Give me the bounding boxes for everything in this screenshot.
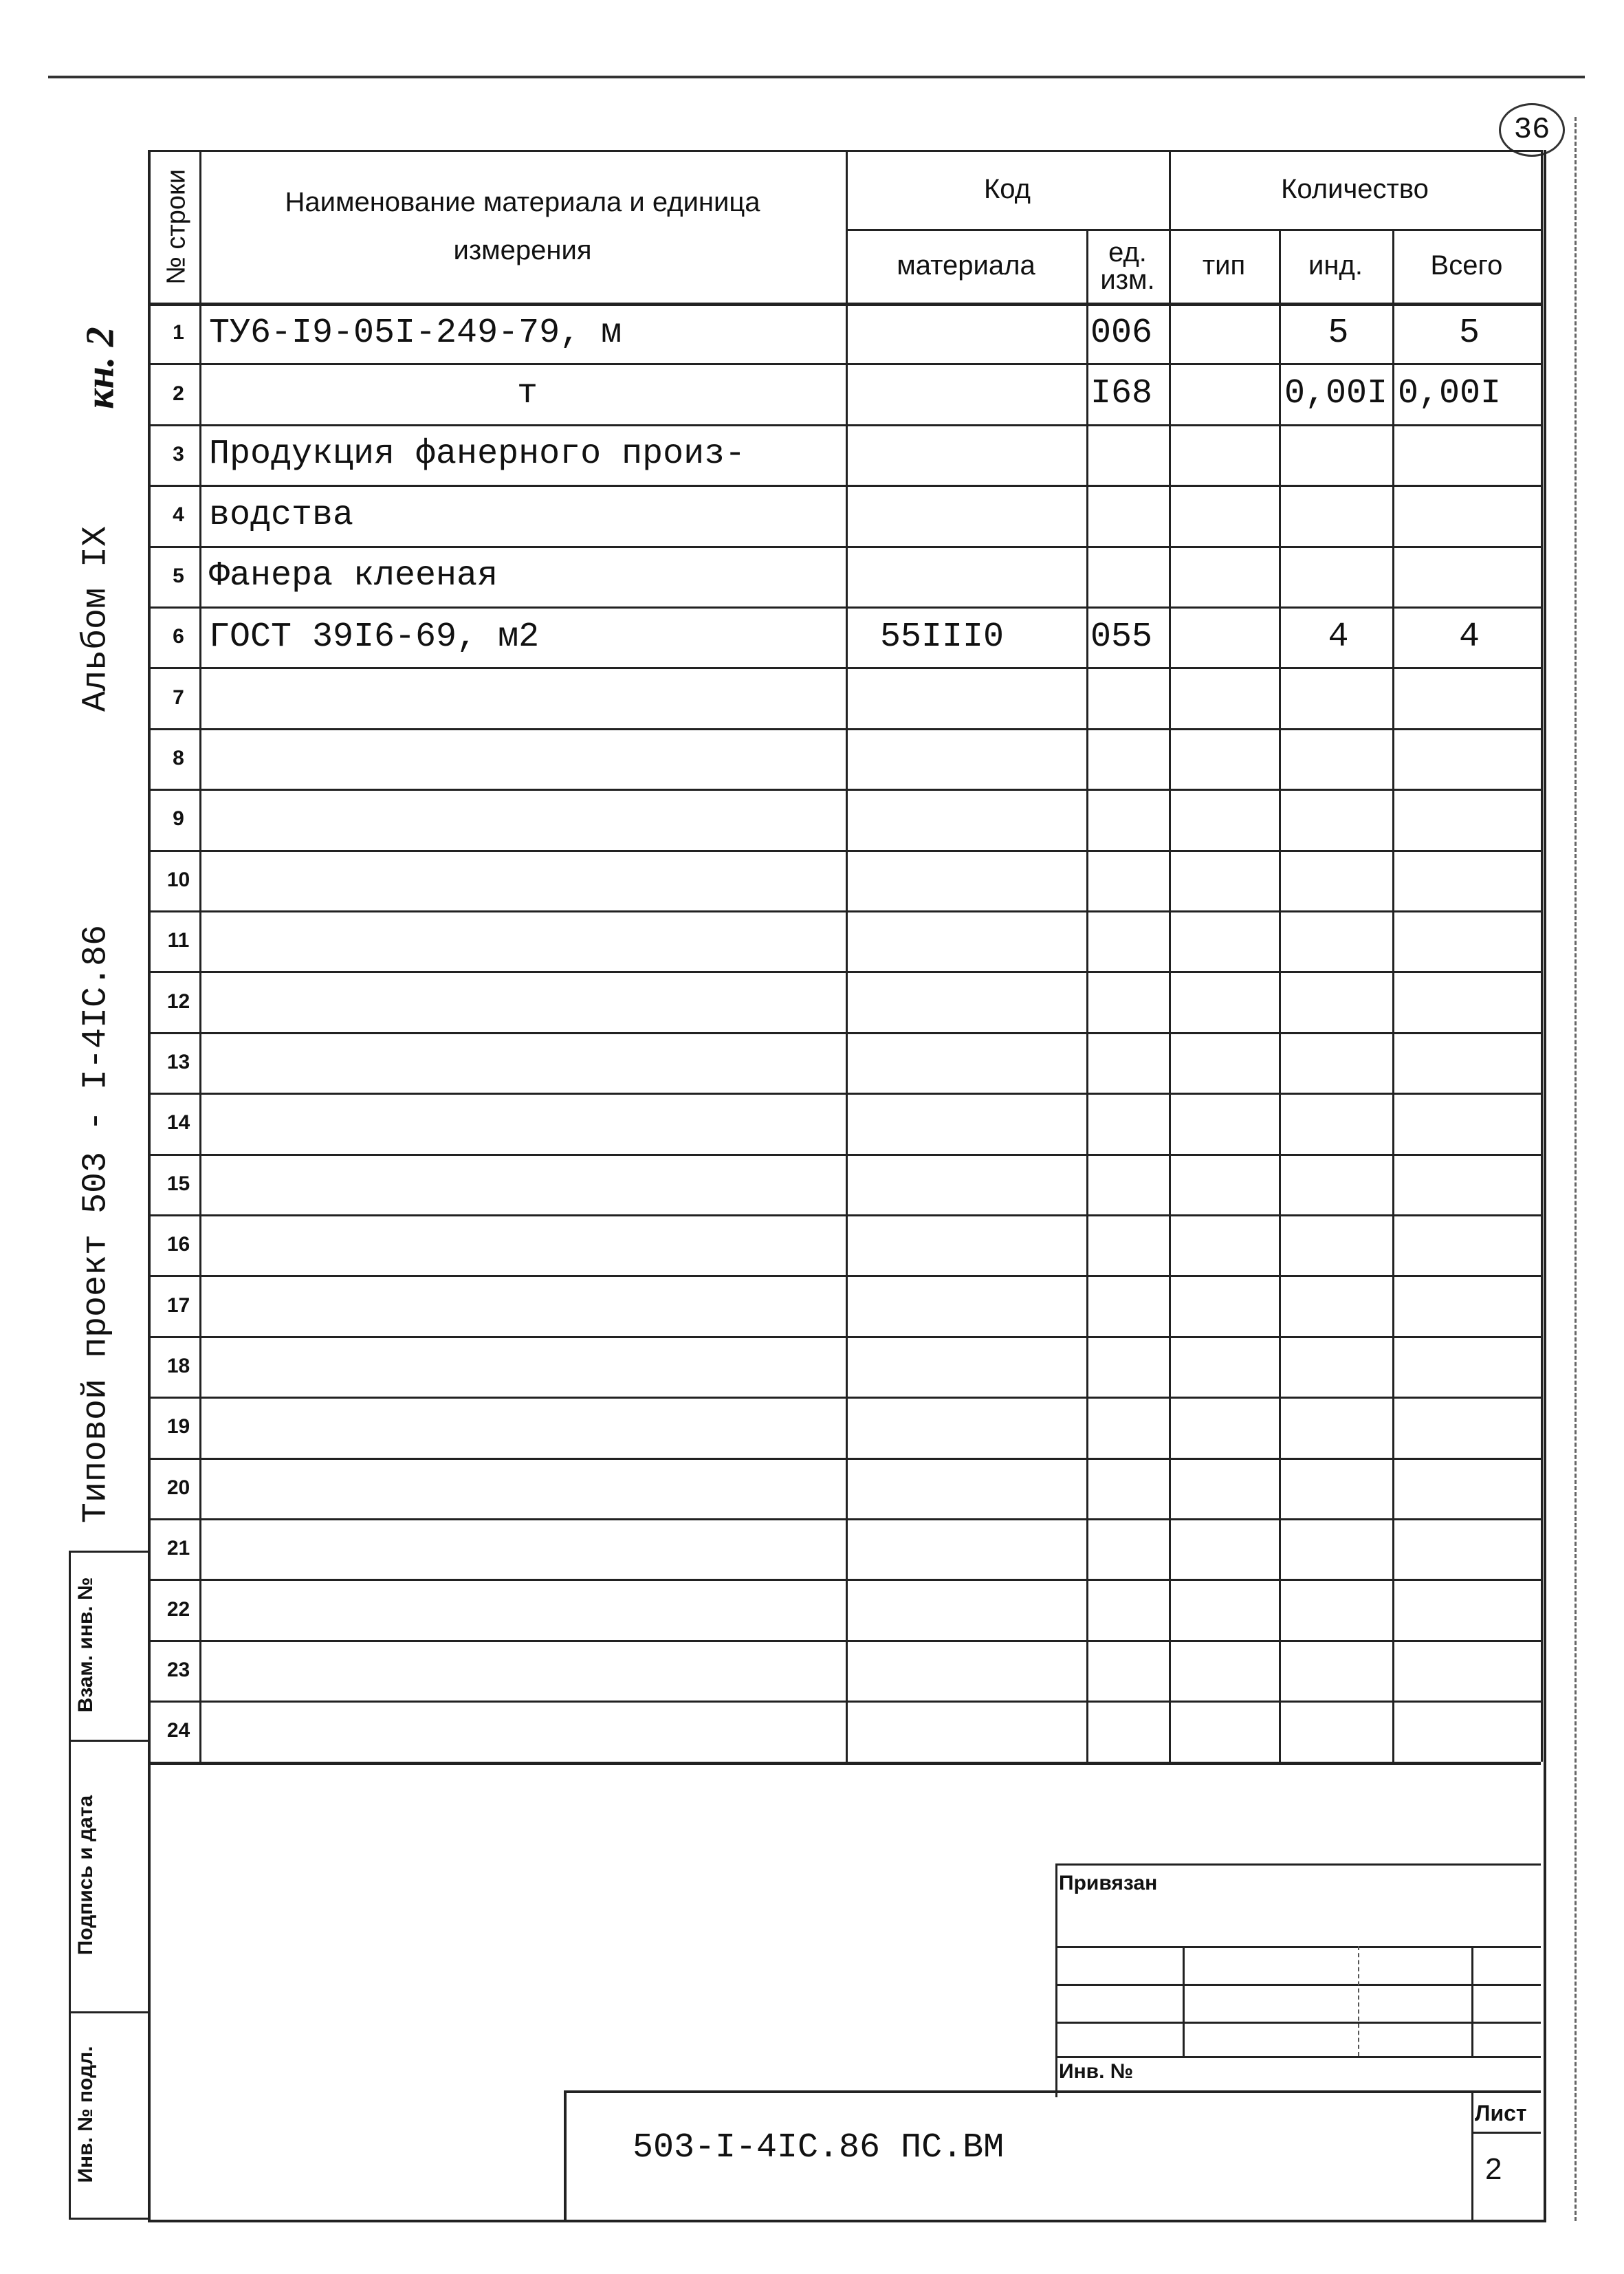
row-material-code — [846, 1701, 1086, 1761]
row-qty-ind — [1279, 667, 1392, 728]
row-qty-type — [1169, 971, 1279, 1031]
row-qty-ind — [1279, 971, 1392, 1031]
row-material-code — [846, 303, 1086, 363]
row-qty-type — [1169, 1458, 1279, 1518]
row-qty-ind — [1279, 1397, 1392, 1457]
tb-line-4 — [1055, 2056, 1541, 2058]
row-qty-ind — [1279, 1214, 1392, 1275]
row-material-code — [846, 1458, 1086, 1518]
left-stamp-bottom — [69, 2218, 148, 2220]
row-qty-ind — [1279, 1032, 1392, 1093]
row-qty-ind: 5 — [1328, 313, 1349, 353]
row-qty-ind — [1279, 546, 1392, 606]
row-material-code — [846, 1093, 1086, 1153]
row-material-name — [199, 667, 846, 728]
row-material-name — [199, 728, 846, 789]
tb-line-top — [1055, 1863, 1541, 1866]
row-material-code — [846, 1518, 1086, 1579]
row-qty-total — [1392, 546, 1541, 606]
row-qty-type — [1169, 1093, 1279, 1153]
row-qty-total — [1392, 728, 1541, 789]
row-qty-ind — [1279, 910, 1392, 971]
row-unit-code — [1086, 1640, 1169, 1701]
row-number: 18 — [166, 1354, 190, 1377]
row-qty-ind — [1279, 1640, 1392, 1701]
row-material-name — [199, 971, 846, 1031]
row-qty-ind — [1279, 1579, 1392, 1639]
row-unit-code: 006 — [1090, 313, 1153, 353]
left-stamp-div1 — [69, 1740, 148, 1742]
row-number: 4 — [173, 503, 184, 527]
row-number: 13 — [166, 1050, 190, 1073]
row-material-code — [846, 667, 1086, 728]
row-qty-type — [1169, 1336, 1279, 1397]
row-material-name — [199, 1214, 846, 1275]
header-q-total: Всего — [1430, 250, 1503, 281]
header-quantity: Количество — [1281, 174, 1429, 204]
tb-vline-3 — [1471, 1946, 1473, 2056]
row-qty-type — [1169, 1154, 1279, 1214]
row-number: 16 — [166, 1233, 190, 1256]
row-unit-code — [1086, 1275, 1169, 1335]
row-material-name — [199, 1336, 846, 1397]
row-material-code — [846, 1214, 1086, 1275]
row-number: 5 — [173, 564, 184, 587]
row-material-name — [199, 1032, 846, 1093]
row-material-name — [199, 1579, 846, 1639]
row-material-name: т — [516, 374, 538, 414]
header-q-type: тип — [1202, 250, 1246, 281]
row-qty-ind — [1279, 1518, 1392, 1579]
row-qty-ind — [1279, 1458, 1392, 1518]
row-qty-total — [1392, 910, 1541, 971]
tb-sheet-divider — [1471, 2090, 1473, 2220]
header-code-unit: ед. изм. — [1100, 237, 1155, 295]
row-material-code — [846, 1397, 1086, 1457]
table-bottom-line — [148, 1762, 1541, 1765]
row-qty-total: 0,00I — [1398, 374, 1502, 414]
stamp-inv-podl: Инв. № подл. — [74, 2046, 97, 2183]
stamp-privyazan: Привязан — [1059, 1872, 1158, 1894]
header-name: Наименование материала и единица измерения — [285, 187, 760, 265]
row-number: 6 — [173, 625, 184, 648]
row-qty-total — [1392, 1579, 1541, 1639]
row-qty-total — [1392, 1275, 1541, 1335]
row-unit-code: I68 — [1090, 374, 1153, 414]
row-qty-total — [1392, 1518, 1541, 1579]
row-qty-total — [1392, 1336, 1541, 1397]
row-material-name — [199, 1093, 846, 1153]
tb-line-1 — [1055, 1946, 1541, 1948]
row-material-code — [846, 1579, 1086, 1639]
top-border-line — [48, 76, 1585, 78]
row-qty-total — [1392, 485, 1541, 545]
document-designation: 503-I-4IC.86 ПС.ВМ — [633, 2128, 1005, 2167]
row-qty-total — [1392, 1397, 1541, 1457]
row-qty-total: 5 — [1458, 313, 1480, 353]
tb-sheet-line — [1471, 2132, 1541, 2134]
header-q-ind: инд. — [1308, 250, 1363, 281]
stamp-sheet-number: 2 — [1485, 2152, 1502, 2186]
row-qty-total — [1392, 424, 1541, 485]
row-qty-type — [1169, 1275, 1279, 1335]
row-material-code — [846, 1640, 1086, 1701]
row-number: 11 — [167, 929, 190, 952]
row-material-name — [199, 789, 846, 849]
tb-vline-1 — [1183, 1946, 1185, 2056]
row-material-name — [199, 850, 846, 910]
row-qty-total — [1392, 1701, 1541, 1761]
tb-main-left — [564, 2090, 567, 2220]
row-qty-type — [1169, 1518, 1279, 1579]
row-material-name: ГОСТ 39I6-69, м2 — [209, 617, 540, 657]
row-qty-ind — [1279, 1701, 1392, 1761]
row-unit-code — [1086, 1093, 1169, 1153]
row-qty-type — [1169, 1701, 1279, 1761]
stamp-podpis-data: Подпись и дата — [74, 1795, 97, 1956]
row-unit-code — [1086, 1336, 1169, 1397]
row-qty-type — [1169, 667, 1279, 728]
row-unit-code — [1086, 546, 1169, 606]
row-qty-type — [1169, 546, 1279, 606]
header-code: Код — [983, 174, 1031, 204]
row-qty-total — [1392, 1032, 1541, 1093]
tb-line-3 — [1055, 2022, 1541, 2024]
row-qty-type — [1169, 1640, 1279, 1701]
row-number: 19 — [166, 1415, 190, 1439]
left-stamp-top — [69, 1551, 148, 1553]
row-number: 23 — [166, 1658, 190, 1681]
row-material-code — [846, 546, 1086, 606]
row-qty-type — [1169, 1579, 1279, 1639]
row-material-code — [846, 1032, 1086, 1093]
row-unit-code — [1086, 1458, 1169, 1518]
row-material-code — [846, 910, 1086, 971]
row-qty-total — [1392, 971, 1541, 1031]
row-material-name — [199, 1518, 846, 1579]
row-number: 12 — [166, 990, 190, 1013]
row-qty-ind — [1279, 1336, 1392, 1397]
row-material-code — [846, 728, 1086, 789]
tb-line-2 — [1055, 1984, 1541, 1986]
row-unit-code — [1086, 1518, 1169, 1579]
page-number: 36 — [1499, 103, 1565, 157]
row-unit-code — [1086, 485, 1169, 545]
row-qty-ind — [1279, 789, 1392, 849]
left-stamp-edge — [69, 1551, 71, 2218]
row-material-code — [846, 363, 1086, 424]
row-number: 22 — [166, 1597, 190, 1621]
row-material-code — [846, 1275, 1086, 1335]
row-qty-ind — [1279, 424, 1392, 485]
row-unit-code — [1086, 1579, 1169, 1639]
row-number: 20 — [166, 1476, 190, 1499]
row-material-code — [846, 789, 1086, 849]
row-qty-total — [1392, 1640, 1541, 1701]
row-material-name — [199, 1458, 846, 1518]
row-unit-code — [1086, 728, 1169, 789]
row-qty-type — [1169, 606, 1279, 667]
row-number: 3 — [173, 442, 184, 466]
row-number: 9 — [173, 807, 184, 831]
row-number: 21 — [166, 1537, 190, 1560]
header-row-number: № строки — [162, 169, 191, 285]
row-material-name — [199, 1701, 846, 1761]
row-material-name: ТУ6-I9-05I-249-79, м — [209, 313, 622, 353]
row-qty-total — [1392, 1154, 1541, 1214]
row-number: 7 — [173, 686, 184, 709]
row-unit-code — [1086, 850, 1169, 910]
row-qty-type — [1169, 485, 1279, 545]
row-material-name: Продукция фанерного произ- — [209, 435, 746, 474]
row-number: 2 — [173, 382, 184, 405]
row-qty-ind — [1279, 1275, 1392, 1335]
row-material-code — [846, 424, 1086, 485]
row-qty-type — [1169, 1032, 1279, 1093]
stamp-inv-no: Инв. № — [1059, 2060, 1134, 2083]
row-unit-code — [1086, 1032, 1169, 1093]
row-qty-type — [1169, 303, 1279, 363]
row-number: 15 — [166, 1172, 190, 1195]
row-unit-code — [1086, 910, 1169, 971]
row-material-name: Фанера клееная — [209, 556, 498, 596]
row-material-code — [846, 1336, 1086, 1397]
tb-vline-2 — [1358, 1946, 1359, 2056]
row-qty-total: 4 — [1458, 617, 1480, 657]
stamp-vzam-inv: Взам. инв. № — [74, 1577, 97, 1713]
row-number: 8 — [173, 746, 184, 769]
row-qty-type — [1169, 789, 1279, 849]
left-stamp-div2 — [69, 2011, 148, 2013]
row-material-name — [199, 1275, 846, 1335]
row-qty-ind — [1279, 1093, 1392, 1153]
row-qty-ind: 0,00I — [1284, 374, 1388, 414]
row-number: 14 — [166, 1111, 190, 1135]
row-qty-ind — [1279, 850, 1392, 910]
row-qty-type — [1169, 1397, 1279, 1457]
row-qty-type — [1169, 1214, 1279, 1275]
tb-line-left — [1055, 1863, 1057, 2097]
row-qty-type — [1169, 363, 1279, 424]
row-qty-ind: 4 — [1328, 617, 1349, 657]
row-qty-total — [1392, 789, 1541, 849]
row-qty-ind — [1279, 728, 1392, 789]
row-number: 17 — [166, 1293, 190, 1317]
row-material-name — [199, 1640, 846, 1701]
row-unit-code — [1086, 424, 1169, 485]
row-unit-code — [1086, 971, 1169, 1031]
side-book: кн. 2 — [77, 327, 122, 409]
right-dashed-line — [1574, 117, 1577, 2221]
row-material-code — [846, 971, 1086, 1031]
row-qty-ind — [1279, 1154, 1392, 1214]
row-unit-code — [1086, 1154, 1169, 1214]
row-material-name — [199, 1397, 846, 1457]
row-unit-code — [1086, 1397, 1169, 1457]
row-number: 24 — [166, 1719, 190, 1742]
row-material-name — [199, 910, 846, 971]
row-material-code — [846, 485, 1086, 545]
row-qty-total — [1392, 850, 1541, 910]
row-qty-total — [1392, 1093, 1541, 1153]
row-unit-code — [1086, 1701, 1169, 1761]
stamp-sheet-label: Лист — [1475, 2101, 1527, 2125]
row-material-name — [199, 1154, 846, 1214]
row-qty-type — [1169, 910, 1279, 971]
row-qty-type — [1169, 424, 1279, 485]
row-material-code — [846, 1154, 1086, 1214]
row-unit-code — [1086, 667, 1169, 728]
row-qty-ind — [1279, 485, 1392, 545]
row-qty-total — [1392, 667, 1541, 728]
row-qty-type — [1169, 728, 1279, 789]
row-unit-code — [1086, 1214, 1169, 1275]
header-code-material: материала — [897, 250, 1035, 281]
row-unit-code: 055 — [1090, 617, 1153, 657]
row-number: 10 — [166, 868, 190, 891]
row-material-code: 55III0 — [880, 617, 1005, 657]
row-qty-total — [1392, 1458, 1541, 1518]
row-material-name: водства — [209, 495, 354, 535]
tb-main-top — [564, 2090, 1541, 2093]
row-qty-type — [1169, 850, 1279, 910]
table-col-line — [1541, 150, 1543, 1762]
row-unit-code — [1086, 789, 1169, 849]
row-material-code — [846, 850, 1086, 910]
row-qty-total — [1392, 1214, 1541, 1275]
row-number: 1 — [173, 321, 184, 345]
